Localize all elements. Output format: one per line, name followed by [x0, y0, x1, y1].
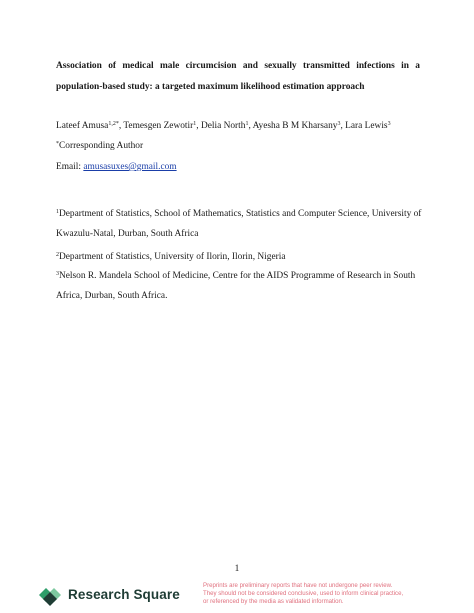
- author-separator: ,: [248, 121, 253, 131]
- affiliation-3: [56, 264, 420, 306]
- title-line-2: population-based study: a targeted maximum likelihood estimation approach: [56, 82, 365, 92]
- paper-title: [56, 56, 420, 98]
- author-affiliation-mark: 1: [245, 121, 249, 127]
- author-affiliation-mark: 3: [337, 121, 341, 127]
- author-name: Lara Lewis: [345, 121, 388, 131]
- corresponding-author-note: [56, 141, 143, 151]
- affiliation-text-line-2: Africa, Durban, South Africa.: [56, 291, 168, 301]
- affiliation-number: 3: [56, 271, 59, 277]
- disclaimer-line: Preprints are preliminary reports that have not undergone peer review.: [203, 582, 393, 589]
- email-label: Email:: [56, 162, 84, 172]
- preprint-footer: [0, 580, 474, 613]
- affiliation-text-line-1: Department of Statistics, School of Mathematics, Statistics and Computer Science, University of: [59, 209, 422, 219]
- author-separator: ,: [340, 121, 346, 131]
- author-separator: ,: [118, 121, 124, 131]
- affiliation-text-line-1: Nelson R. Mandela School of Medicine, Centre for the AIDS Programme of Research in South: [59, 271, 416, 281]
- author-separator: ,: [196, 121, 201, 131]
- author-affiliation-mark: 1: [193, 121, 197, 127]
- page-number: 1: [234, 564, 240, 574]
- affiliation-1: [56, 202, 420, 244]
- preprint-disclaimer: [203, 582, 443, 607]
- affiliation-number: 1: [56, 209, 59, 215]
- disclaimer-line: They should not be considered conclusive, used to inform clinical practice,: [203, 590, 404, 598]
- author-affiliation-mark: 1,2*: [108, 121, 119, 127]
- author-name: Ayesha B M Kharsany: [252, 121, 338, 131]
- affiliation-text-line-2: Kwazulu-Natal, Durban, South Africa: [56, 229, 199, 239]
- email-link[interactable]: amusasuxes@gmail.com: [83, 162, 177, 172]
- author-name: Temesgen Zewotir: [123, 121, 194, 131]
- research-square-brand[interactable]: Research Square: [68, 587, 180, 602]
- title-line-1: Association of medical male circumcision and sexually transmitted infections in a: [56, 61, 420, 71]
- email-line: [56, 162, 177, 172]
- corresponding-label: Corresponding Author: [59, 141, 144, 151]
- research-square-logo-icon: [38, 586, 62, 606]
- author-affiliation-mark: 3: [387, 121, 391, 127]
- affiliation-number: 2: [56, 252, 59, 258]
- corresponding-mark: *: [56, 141, 59, 147]
- disclaimer-line: or referenced by the media as validated information.: [203, 598, 344, 606]
- author-name: Delia North: [200, 121, 246, 131]
- author-name: Lateef Amusa: [56, 121, 109, 131]
- affiliation-text-line-1: Department of Statistics, University of Ilorin, Ilorin, Nigeria: [59, 252, 286, 262]
- author-list: [56, 121, 391, 131]
